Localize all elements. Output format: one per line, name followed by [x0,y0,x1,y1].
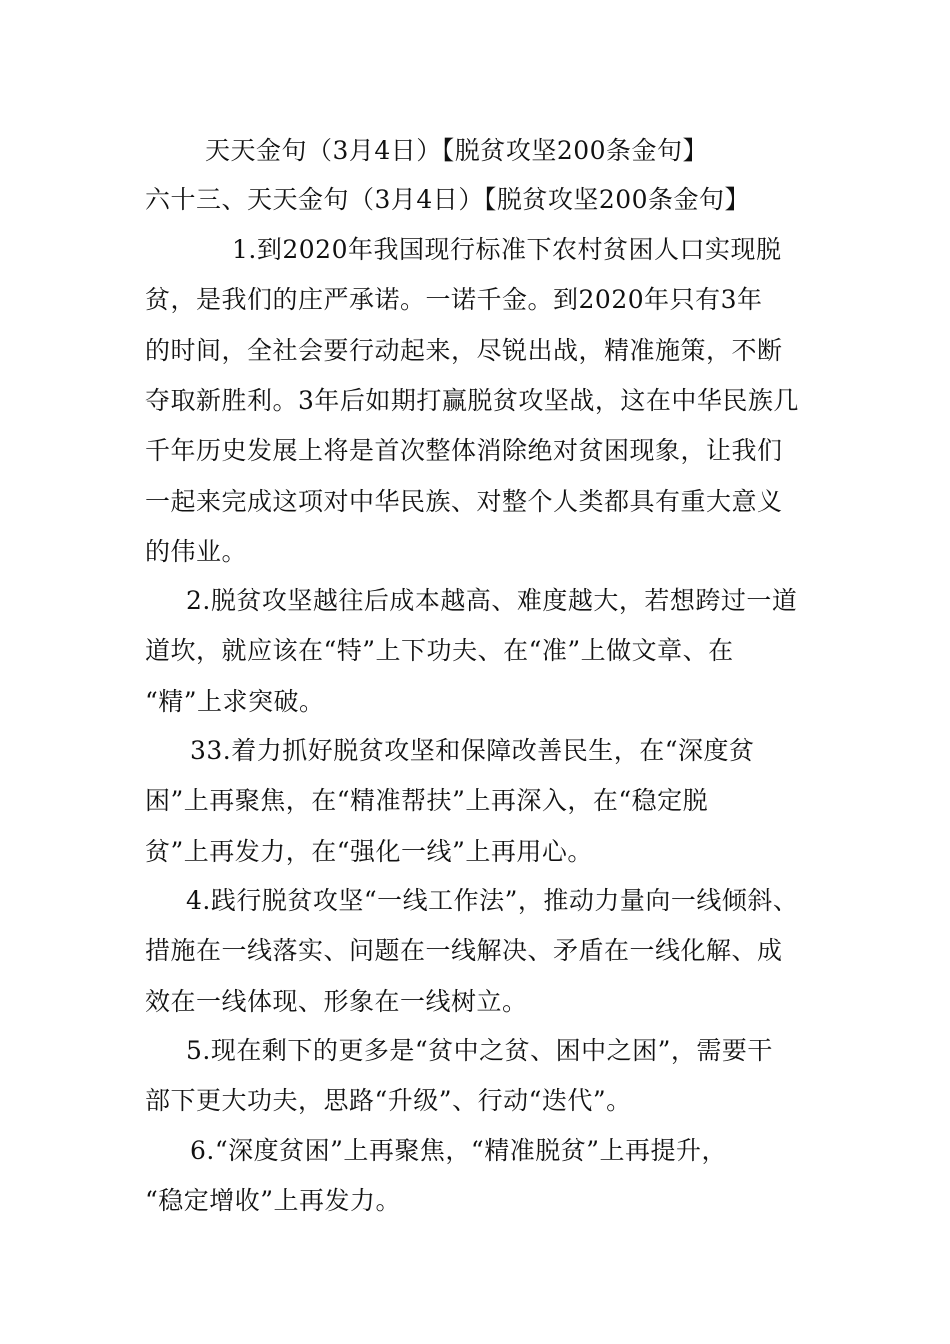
paragraph-line: 措施在一线落实、问题在一线解决、矛盾在一线化解、成 [145,936,783,965]
paragraph-line: 的时间，全社会要行动起来，尽锐出战，精准施策，不断 [145,336,783,365]
paragraph-line: 4.践行脱贫攻坚“一线工作法”，推动力量向一线倾斜、 [186,886,799,915]
paragraph-line: 一起来完成这项对中华民族、对整个人类都具有重大意义 [145,487,783,516]
paragraph-line: “精”上求突破。 [145,687,325,716]
paragraph-line: 6.“深度贫困”上再聚焦，“精准脱贫”上再提升， [190,1136,727,1165]
paragraph-line: 的伟业。 [145,537,248,566]
paragraph-line: 道坎，就应该在“特”上下功夫、在“准”上做文章、在 [145,636,734,665]
paragraph-line: 夺取新胜利。3年后如期打赢脱贫攻坚战，这在中华民族几 [145,386,799,415]
paragraph-line: 千年历史发展上将是首次整体消除绝对贫困现象，让我们 [145,436,783,465]
paragraph-line: 贫，是我们的庄严承诺。一诺千金。到2020年只有3年 [145,285,763,314]
paragraph-line: 效在一线体现、形象在一线树立。 [145,987,528,1016]
paragraph-line: 33.着力抓好脱贫攻坚和保障改善民生，在“深度贫 [190,736,755,765]
paragraph-line: 部下更大功夫，思路“升级”、行动“迭代”。 [145,1086,632,1115]
paragraph-line: 困”上再聚焦，在“精准帮扶”上再深入，在“稳定脱 [145,786,709,815]
page-title: 天天金句（3月4日）【脱贫攻坚200条金句】 [205,136,709,165]
paragraph-line: 2.脱贫攻坚越往后成本越高、难度越大，若想跨过一道 [186,586,798,615]
paragraph-line: 1.到2020年我国现行标准下农村贫困人口实现脱 [232,235,782,264]
paragraph-line: 5.现在剩下的更多是“贫中之贫、困中之困”，需要干 [186,1036,773,1065]
paragraph-line: 贫”上再发力，在“强化一线”上再用心。 [145,837,593,866]
paragraph-line: “稳定增收”上再发力。 [145,1186,402,1215]
section-heading: 六十三、天天金句（3月4日）【脱贫攻坚200条金句】 [145,185,751,214]
